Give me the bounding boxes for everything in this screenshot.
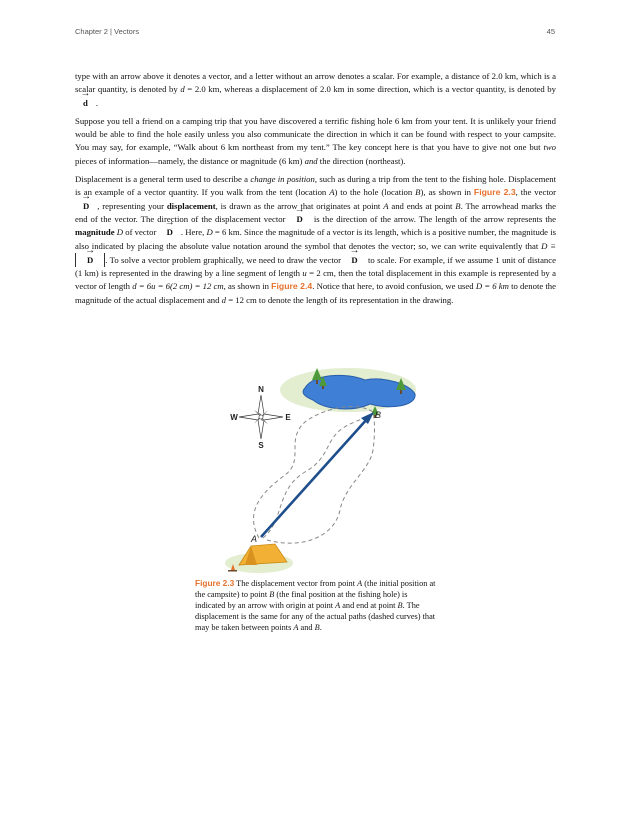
body-text: [75, 70, 556, 312]
vector-D-symbol: → D: [84, 255, 96, 265]
vector-D-symbol: → D: [294, 214, 306, 224]
tent-icon: [239, 544, 287, 565]
point-b-label: B: [375, 410, 382, 420]
equivalence-equation: D ≡: [541, 240, 556, 251]
figure-label: Figure 2.3: [195, 578, 235, 588]
absolute-value-vector: [75, 253, 105, 267]
vector-D-symbol: → D: [80, 201, 92, 211]
paragraph-1: type with an arrow above it denotes a vector, and a letter without an arrow denotes a scalar. For example, a distance of 2.0 km, which is a scalar quantity, is denoted by d = 2.0 km, whereas a displacement of 2.0 km in some direction, which is a vector quantity, is denoted by → d .: [75, 70, 556, 110]
figure-2-3-link[interactable]: Figure 2.3: [473, 187, 516, 198]
page-header: [75, 27, 555, 39]
compass-east-label: E: [285, 413, 291, 422]
vector-d-symbol: → d: [80, 98, 91, 108]
paragraph-3: Displacement is a general term used to describe a change in position, such as during a trip from the tent to the fishing hole. Displacement is an example of a vector quantity. If you walk from the tent (location A) to the hole (location B), as shown in Figure 2.3, the vector → D , representing your displacement, is drawn as the arrow that originates at point A and ends at point B. The arrowhead marks the end of the vector. The direction of the displacement vector → D is the direction of the arrow. The length of the arrow represents the magnitude D of vector → D . Here, D = 6 km. Since the magnitude of a vector is its length, which is a positive number, the magnitude is also indicated by placing the absolute value notation around the symbol that denotes the vector; so, we can write equivalently that D ≡ → D . To solve a vector problem graphically, we need to draw the vector → D to scale. For example, if we assume 1 unit of distance (1 km) is represented in the drawing by a line segment of length u = 2 cm, then the total displacement in this example is represented by a vector of length d = 6u = 6(2 cm) = 12 cm, as shown in Figure 2.4. Notice that here, to avoid confusion, we used D = 6 km to denote the magnitude of the actual displacement and d = 12 cm to denote the length of its representation in the drawing.: [75, 173, 556, 307]
magnitude-equation: D = 6 km: [475, 281, 509, 292]
displacement-vector: [261, 418, 368, 537]
vector-D-symbol: → D: [164, 227, 176, 237]
vector-D-symbol: → D: [348, 255, 360, 265]
figure-caption: Figure 2.3 The displacement vector from point A (the initial position at the campsite) to point B (the final position at the fishing hole) is indicated by an arrow with origin at point A and end at point B. The displacement is the same for any of the actual paths (dashed curves) that may be taken between points A and B.: [195, 578, 436, 632]
paragraph-2: Suppose you tell a friend on a camping trip that you have discovered a terrific fishing hole 6 km from your tent. It is unlikely your friend would be able to find the hole easily unless you also communicate the direction in which it can be found with respect to your campsite. You may say, for example, “Walk about 6 km northeast from my tent.” The key concept here is that you have to give not one but two pieces of information—namely, the distance or magnitude (6 km) and the direction (northeast).: [75, 115, 556, 166]
figure-2-4-link[interactable]: Figure 2.4: [271, 281, 313, 292]
length-equation: d = 6u = 6(2 cm) = 12 cm: [132, 281, 224, 292]
path-curve-1: [253, 407, 373, 538]
point-a-label: A: [251, 534, 258, 544]
displacement-figure: [225, 360, 435, 575]
compass-icon: [239, 395, 283, 439]
path-curve-3: [267, 412, 375, 543]
compass-south-label: S: [258, 441, 264, 450]
compass-west-label: W: [230, 413, 238, 422]
compass-north-label: N: [258, 385, 264, 394]
page-number: 45: [546, 27, 555, 36]
chapter-title: Chapter 2 | Vectors: [75, 27, 140, 36]
